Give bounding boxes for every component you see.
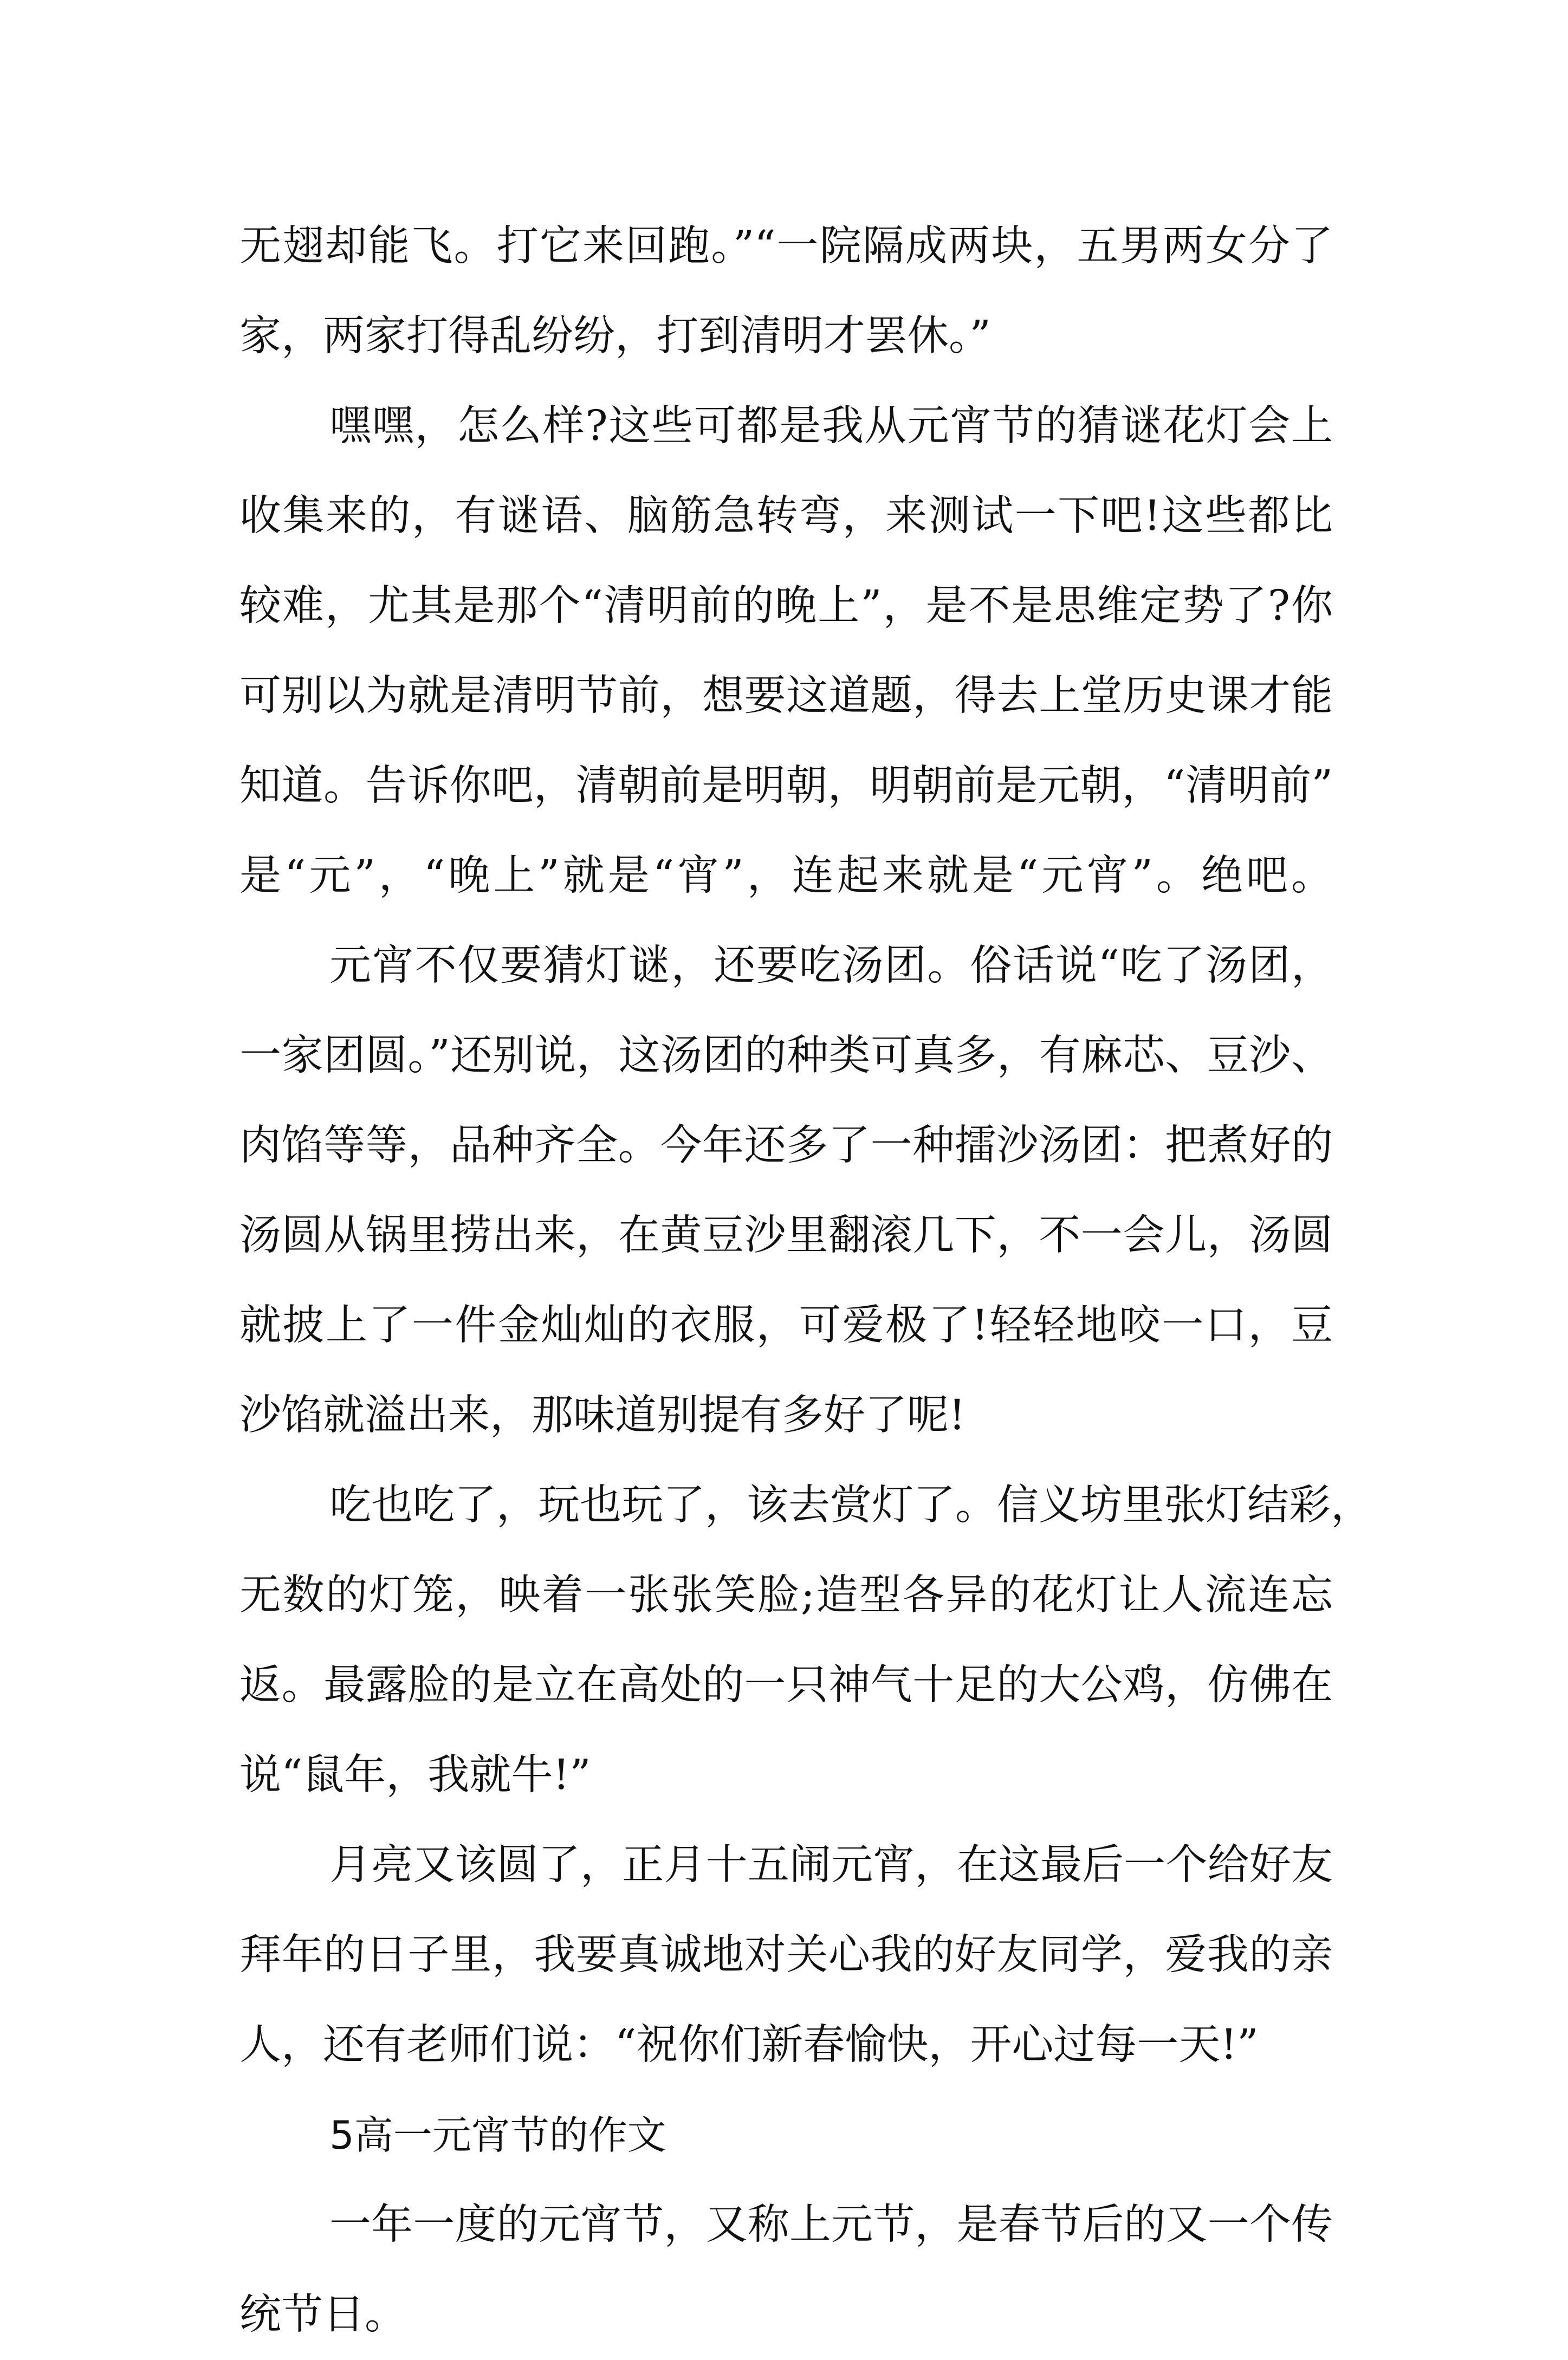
text-line: 较难，尤其是那个“清明前的晚上”，是不是思维定势了?你 (239, 582, 1333, 630)
document-body (239, 202, 1372, 2360)
text-line: 一家团圆。”还别说，这汤团的种类可真多，有麻芯、豆沙、 (239, 1032, 1333, 1080)
text-line: 是“元”，“晚上”就是“宵”，连起来就是“元宵”。绝吧。 (239, 852, 1333, 900)
section-heading: 5高一元宵节的作文 (329, 2112, 666, 2158)
text-line: 无数的灯笼，映着一张张笑脸;造型各异的花灯让人流连忘 (239, 1571, 1333, 1619)
text-line: 元宵不仅要猜灯谜，还要吃汤团。俗话说“吃了汤团， (329, 942, 1333, 990)
text-line: 人，还有老师们说：“祝你们新春愉快，开心过每一天!” (239, 2021, 1259, 2069)
text-line: 统节日。 (239, 2291, 406, 2339)
text-line: 汤圆从锅里捞出来，在黄豆沙里翻滚几下，不一会儿，汤圆 (239, 1211, 1333, 1260)
text-line: 知道。告诉你吧，清朝前是明朝，明朝前是元朝，“清明前” (239, 762, 1333, 810)
text-line: 可别以为就是清明节前，想要这道题，得去上堂历史课才能 (239, 672, 1333, 720)
text-line: 月亮又该圆了，正月十五闹元宵，在这最后一个给好友 (329, 1841, 1333, 1889)
text-line: 沙馅就溢出来，那味道别提有多好了呢! (239, 1391, 966, 1440)
text-line: 拜年的日子里，我要真诚地对关心我的好友同学，爱我的亲 (239, 1931, 1333, 1979)
text-line: 嘿嘿，怎么样?这些可都是我从元宵节的猜谜花灯会上 (329, 402, 1333, 450)
text-line: 一年一度的元宵节，又称上元节，是春节后的又一个传 (329, 2201, 1333, 2249)
text-line: 就披上了一件金灿灿的衣服，可爱极了!轻轻地咬一口，豆 (239, 1301, 1333, 1350)
text-line: 家，两家打得乱纷纷，打到清明才罢休。” (239, 312, 991, 360)
text-line: 返。最露脸的是立在高处的一只神气十足的大公鸡，仿佛在 (239, 1661, 1333, 1709)
text-line: 肉馅等等，品种齐全。今年还多了一种擂沙汤团：把煮好的 (239, 1121, 1333, 1170)
text-line: 无翅却能飞。打它来回跑。”“一院隔成两块，五男两女分了 (239, 222, 1333, 270)
text-line: 收集来的，有谜语、脑筋急转弯，来测试一下吧!这些都比 (239, 492, 1333, 540)
text-line: 吃也吃了，玩也玩了，该去赏灯了。信义坊里张灯结彩， (329, 1481, 1372, 1529)
text-line: 说“鼠年，我就牛!” (239, 1751, 591, 1799)
